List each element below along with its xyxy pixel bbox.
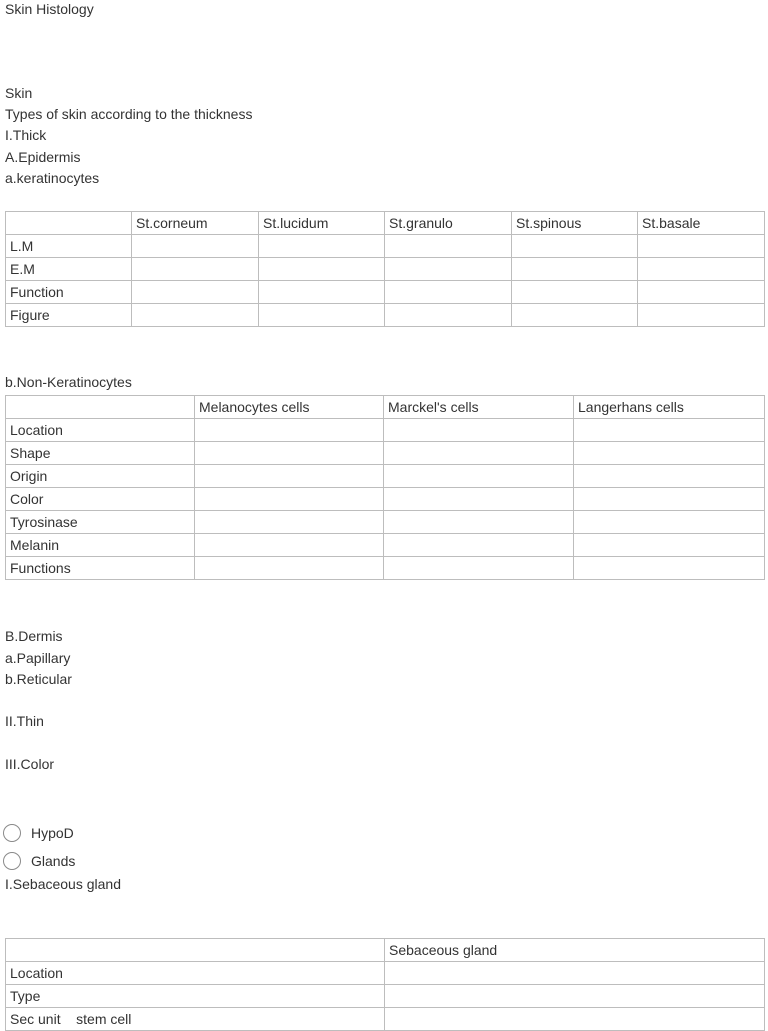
checkbox-circle-icon[interactable]: [3, 852, 21, 870]
table-cell[interactable]: [384, 442, 574, 465]
table-cell[interactable]: [195, 488, 384, 511]
table-cell[interactable]: [195, 465, 384, 488]
table-cell[interactable]: [384, 511, 574, 534]
table-cell[interactable]: [574, 557, 765, 580]
table-header-cell: [6, 396, 195, 419]
thin-heading: II.Thin: [5, 713, 44, 729]
table-header-cell: St.granulo: [385, 212, 512, 235]
non-keratinocytes-table: [5, 395, 765, 580]
table-row: [6, 281, 765, 304]
page-title: Skin Histology: [5, 1, 94, 17]
checklist-label: HypoD: [31, 825, 74, 841]
table-row: [6, 258, 765, 281]
table-cell[interactable]: [384, 534, 574, 557]
row-label: Functions: [6, 557, 195, 580]
table-row: [6, 304, 765, 327]
table-cell[interactable]: [574, 465, 765, 488]
table-cell[interactable]: [385, 962, 765, 985]
checklist-item-glands: [3, 852, 75, 870]
table-row: [6, 534, 765, 557]
table-cell[interactable]: [638, 235, 765, 258]
row-label: Type: [6, 985, 385, 1008]
table-row: [6, 235, 765, 258]
thick-heading: I.Thick: [5, 127, 47, 143]
table-cell[interactable]: [132, 304, 259, 327]
dermis-heading: B.Dermis: [5, 628, 63, 644]
table-cell[interactable]: [259, 258, 385, 281]
row-label: Melanin: [6, 534, 195, 557]
table-cell[interactable]: [385, 258, 512, 281]
table-cell[interactable]: [512, 258, 638, 281]
row-label: Location: [6, 962, 385, 985]
table-cell[interactable]: [132, 235, 259, 258]
table-header-cell: Marckel's cells: [384, 396, 574, 419]
row-label: Function: [6, 281, 132, 304]
table-row: [6, 557, 765, 580]
reticular-heading: b.Reticular: [5, 671, 72, 687]
table-cell[interactable]: [195, 557, 384, 580]
table-cell[interactable]: [385, 304, 512, 327]
checklist-item-hypod: [3, 824, 74, 842]
table-cell[interactable]: [195, 511, 384, 534]
table-cell[interactable]: [384, 557, 574, 580]
color-heading: III.Color: [5, 756, 55, 772]
row-label: Tyrosinase: [6, 511, 195, 534]
sebaceous-heading: I.Sebaceous gland: [5, 876, 121, 892]
checkbox-circle-icon[interactable]: [3, 824, 21, 842]
table-row: [6, 419, 765, 442]
table-cell[interactable]: [259, 304, 385, 327]
table-cell[interactable]: [259, 235, 385, 258]
table-cell[interactable]: [259, 281, 385, 304]
table-cell[interactable]: [385, 985, 765, 1008]
table-cell[interactable]: [385, 1008, 765, 1031]
table-cell[interactable]: [638, 258, 765, 281]
table-cell[interactable]: [384, 488, 574, 511]
table-cell[interactable]: [195, 442, 384, 465]
table-header-row: [6, 396, 765, 419]
table-cell[interactable]: [195, 419, 384, 442]
table-header-cell: [6, 212, 132, 235]
table-cell[interactable]: [384, 465, 574, 488]
table-header-row: [6, 939, 765, 962]
table-cell[interactable]: [512, 281, 638, 304]
table-cell[interactable]: [574, 442, 765, 465]
table-row: [6, 488, 765, 511]
table-cell[interactable]: [574, 534, 765, 557]
table-cell[interactable]: [132, 281, 259, 304]
papillary-heading: a.Papillary: [5, 650, 71, 666]
row-label: Color: [6, 488, 195, 511]
table-row: [6, 962, 765, 985]
table-row: [6, 511, 765, 534]
table-cell[interactable]: [384, 419, 574, 442]
table-header-cell: St.lucidum: [259, 212, 385, 235]
table-row: [6, 442, 765, 465]
row-label: Figure: [6, 304, 132, 327]
table-cell[interactable]: [512, 235, 638, 258]
section-skin: Skin: [5, 85, 33, 101]
table-row: [6, 465, 765, 488]
epidermis-heading: A.Epidermis: [5, 149, 81, 165]
table-header-cell: St.corneum: [132, 212, 259, 235]
types-line: Types of skin according to the thickness: [5, 106, 253, 122]
table-header-cell: Melanocytes cells: [195, 396, 384, 419]
row-label: Shape: [6, 442, 195, 465]
strata-table: [5, 211, 765, 327]
non-keratinocytes-heading: b.Non-Keratinocytes: [5, 374, 132, 390]
row-label: Sec unit stem cell: [6, 1008, 385, 1031]
table-header-cell: St.spinous: [512, 212, 638, 235]
table-cell[interactable]: [132, 258, 259, 281]
table-cell[interactable]: [574, 511, 765, 534]
table-cell[interactable]: [574, 488, 765, 511]
table-header-cell: Sebaceous gland: [385, 939, 765, 962]
table-cell[interactable]: [512, 304, 638, 327]
table-header-cell: [6, 939, 385, 962]
table-header-cell: St.basale: [638, 212, 765, 235]
table-header-cell: Langerhans cells: [574, 396, 765, 419]
table-cell[interactable]: [385, 235, 512, 258]
table-cell[interactable]: [638, 304, 765, 327]
table-cell[interactable]: [574, 419, 765, 442]
table-header-row: [6, 212, 765, 235]
table-cell[interactable]: [638, 281, 765, 304]
row-label: Origin: [6, 465, 195, 488]
table-row: [6, 985, 765, 1008]
checklist-label: Glands: [31, 853, 76, 869]
keratinocytes-heading: a.keratinocytes: [5, 170, 100, 186]
table-cell[interactable]: [195, 534, 384, 557]
table-row: [6, 1008, 765, 1031]
sebaceous-table: [5, 938, 765, 1031]
row-label: Location: [6, 419, 195, 442]
row-label: L.M: [6, 235, 132, 258]
row-label: E.M: [6, 258, 132, 281]
table-cell[interactable]: [385, 281, 512, 304]
